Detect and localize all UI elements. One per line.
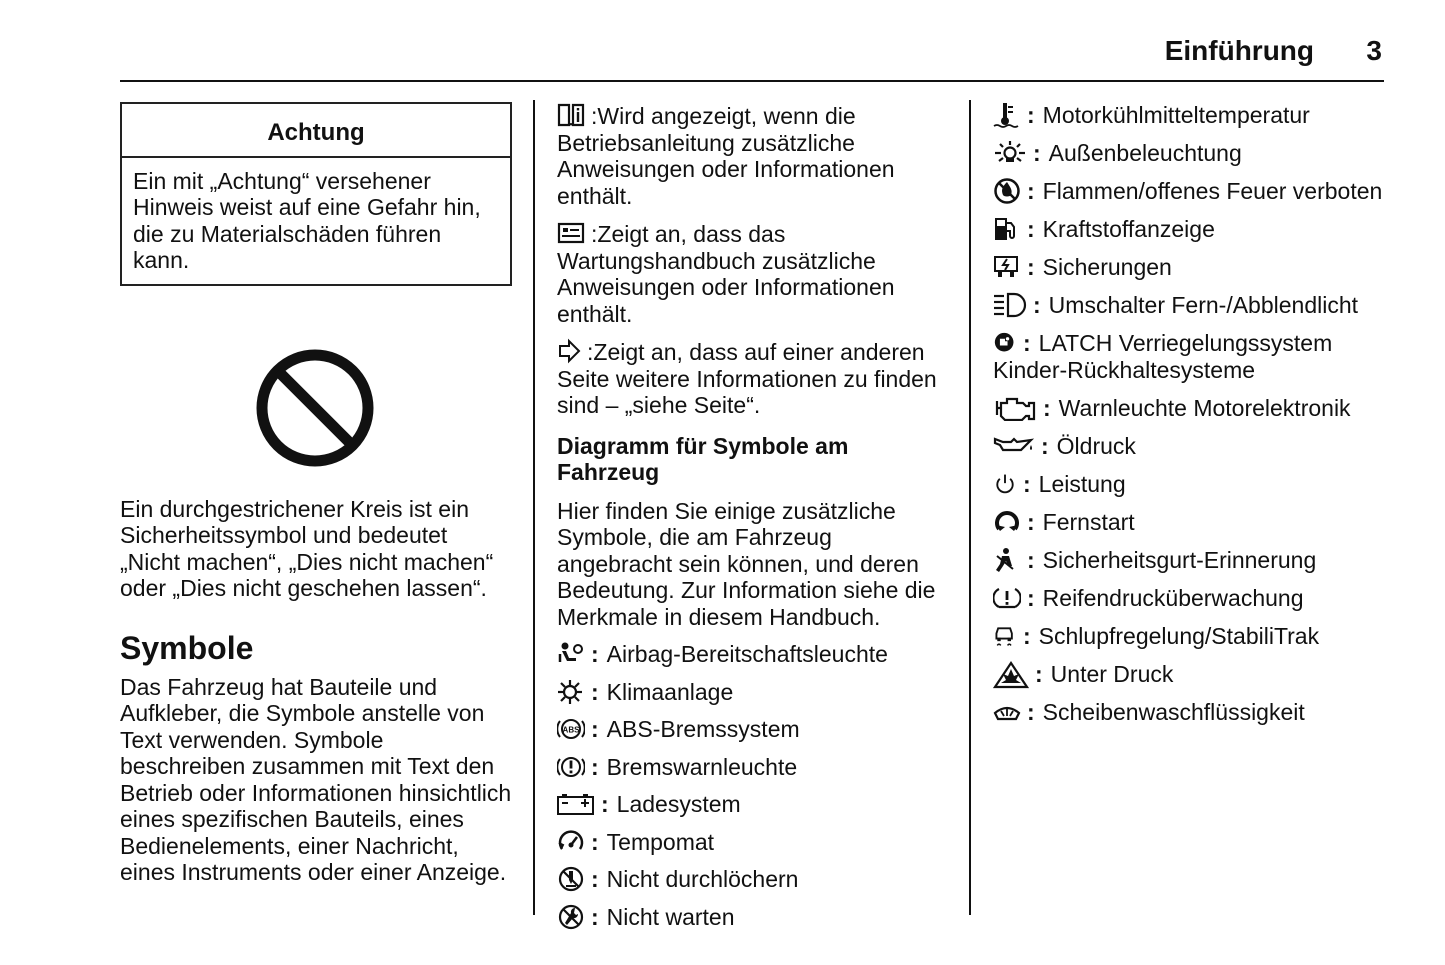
- column-middle: [557, 100, 952, 941]
- power-icon: [993, 471, 1017, 497]
- symbol-label: Ladesystem: [616, 791, 741, 817]
- symbol-item: : Leistung: [993, 471, 1393, 498]
- symbol-item: : Reifendrucküberwachung: [993, 585, 1393, 612]
- cruise-control-icon: [557, 829, 585, 855]
- symbol-label: Unter Druck: [1050, 660, 1174, 687]
- symbol-item: : Kraftstoffanzeige: [993, 216, 1393, 243]
- symbol-label: Nicht warten: [606, 903, 735, 930]
- symbol-label: Kraftstoffanzeige: [1042, 216, 1215, 242]
- coolant-temp-icon: [993, 102, 1021, 128]
- symbol-label: ABS-Bremssystem: [606, 716, 800, 742]
- service-manual-icon: [557, 220, 585, 246]
- symbol-item: : Warnleuchte Motorelektronik: [993, 395, 1393, 422]
- symbol-label: Scheibenwaschflüssigkeit: [1042, 698, 1305, 725]
- symbol-item: : Nicht durchlöchern: [557, 866, 952, 893]
- caution-text: Ein mit „Achtung“ versehener Hinweis weist auf eine Gefahr hin, die zu Materialschäden führen kann.: [133, 167, 481, 273]
- symbol-label: Leistung: [1038, 470, 1126, 497]
- washer-fluid-icon: [993, 699, 1021, 725]
- symbol-label: LATCH Verriegelungssystem Kinder-Rückhaltesysteme: [993, 330, 1333, 383]
- symbol-item: : Bremswarnleuchte: [557, 754, 952, 781]
- symbol-label: Sicherungen: [1042, 254, 1172, 280]
- oil-icon: [993, 433, 1035, 459]
- check-engine-icon: [993, 395, 1037, 421]
- symbol-label: Klimaanlage: [606, 678, 734, 705]
- reference-note-text: Zeigt an, dass auf einer anderen Seite weitere Informationen zu finden sind – „siehe Seite“.: [557, 339, 937, 418]
- symbol-label: Sicherheitsgurt-Erinnerung: [1042, 546, 1317, 573]
- symbol-item: : Außenbeleuchtung: [993, 140, 1393, 167]
- symbol-item: : Sicherungen: [993, 254, 1393, 281]
- high-beam-icon: [993, 292, 1027, 318]
- symbol-label: Nicht durchlöchern: [606, 866, 799, 892]
- symbol-label: Fernstart: [1042, 508, 1135, 535]
- exterior-lamp-icon: [993, 140, 1027, 166]
- symbol-item: : Tempomat: [557, 829, 952, 856]
- symbol-label: Motorkühlmitteltemperatur: [1042, 102, 1310, 128]
- traction-icon: [993, 623, 1017, 649]
- page-number: 3: [1366, 35, 1382, 66]
- remote-start-icon: [993, 509, 1021, 535]
- section-text: Das Fahrzeug hat Bauteile und Aufkleber, die Symbole anstelle von Text verwenden. Symbole beschreiben zusammen mit Text den Betrieb oder Informationen hinsichtlich eines spezifischen Bauteils, eines Bedienelements, einer Nachricht, eines Instruments oder einer Anzeige.: [120, 673, 512, 885]
- chapter-title: Einführung: [1164, 35, 1314, 66]
- symbol-label: Außenbeleuchtung: [1048, 140, 1242, 166]
- prohibition-text: Ein durchgestrichener Kreis ist ein Sicherheitssymbol und bedeutet „Nicht machen“, „Dies nicht machen“ oder „Dies nicht geschehen lassen“.: [120, 495, 494, 601]
- symbol-label: Schlupfregelung/StabiliTrak: [1038, 622, 1320, 649]
- no-service-icon: [557, 904, 585, 930]
- symbol-item: : Umschalter Fern-/Abblendlicht: [993, 292, 1393, 319]
- no-flame-icon: [993, 178, 1021, 204]
- caution-title: Achtung: [122, 104, 510, 158]
- owner-manual-icon: [557, 102, 585, 128]
- prohibition-icon: [255, 348, 375, 468]
- tire-pressure-icon: [993, 585, 1021, 611]
- column-divider: [969, 100, 971, 915]
- section-heading: Symbole: [120, 629, 254, 666]
- symbol-item: : Flammen/offenes Feuer verboten: [993, 178, 1393, 205]
- symbol-item: : Unter Druck: [993, 661, 1393, 688]
- symbol-item: : Klimaanlage: [557, 679, 952, 706]
- symbol-label: Öldruck: [1056, 432, 1136, 459]
- page-header: [120, 30, 1384, 82]
- column-divider: [533, 100, 535, 915]
- symbol-label: Warnleuchte Motorelektronik: [1058, 394, 1351, 421]
- column-left: [120, 100, 512, 886]
- symbol-label: Reifendrucküberwachung: [1042, 584, 1304, 611]
- symbol-item: : Sicherheitsgurt-Erinnerung: [993, 547, 1393, 574]
- reference-note: :Zeigt an, dass auf einer anderen Seite weitere Informationen zu finden sind – „siehe Seite“.: [557, 339, 937, 418]
- service-note-text: Zeigt an, dass das Wartungshandbuch zusätzliche Anweisungen oder Informationen enthält.: [557, 221, 895, 327]
- symbol-label: Flammen/offenes Feuer verboten: [1042, 178, 1383, 204]
- fuse-icon: [993, 254, 1021, 280]
- symbol-label: Tempomat: [606, 828, 715, 855]
- diagram-text: Hier finden Sie einige zusätzliche Symbole, die am Fahrzeug angebracht sein können, und deren Bedeutung. Zur Information siehe die Merkmale in diesem Handbuch.: [557, 497, 936, 630]
- manual-note-text: Wird angezeigt, wenn die Betriebsanleitung zusätzliche Anweisungen oder Informationen enthält.: [557, 103, 895, 209]
- climate-icon: [557, 679, 585, 705]
- symbol-label: Umschalter Fern-/Abblendlicht: [1048, 292, 1359, 318]
- under-pressure-icon: [993, 661, 1029, 687]
- battery-icon: [557, 791, 595, 817]
- abs-icon: [557, 716, 585, 742]
- symbol-item: : Ladesystem: [557, 791, 952, 818]
- seatbelt-icon: [993, 547, 1021, 573]
- caution-box: [120, 102, 512, 286]
- symbol-label: Airbag-Bereitschaftsleuchte: [606, 641, 888, 667]
- symbol-item: : LATCH Verriegelungssystem Kinder-Rückhaltesysteme: [993, 330, 1333, 383]
- diagram-heading: Diagramm für Symbole am Fahrzeug: [557, 432, 849, 485]
- symbol-item: : Motorkühlmitteltemperatur: [993, 102, 1393, 129]
- symbol-item: : Schlupfregelung/StabiliTrak: [993, 623, 1393, 650]
- latch-icon: [993, 332, 1017, 354]
- service-note: :Zeigt an, dass das Wartungshandbuch zusätzliche Anweisungen oder Informationen enthält.: [557, 221, 895, 327]
- symbol-item: : Scheibenwaschflüssigkeit: [993, 699, 1393, 726]
- fuel-icon: [993, 216, 1021, 242]
- brake-warning-icon: [557, 754, 585, 780]
- symbol-item: : Fernstart: [993, 509, 1393, 536]
- symbol-item: ABS : ABS-Bremssystem: [557, 716, 952, 743]
- arrow-reference-icon: [557, 338, 585, 364]
- manual-note: :Wird angezeigt, wenn die Betriebsanleitung zusätzliche Anweisungen oder Informationen enthält.: [557, 103, 895, 209]
- symbol-item: : Airbag-Bereitschaftsleuchte: [557, 641, 952, 668]
- symbol-item: : Nicht warten: [557, 904, 952, 931]
- airbag-icon: [557, 641, 585, 667]
- symbol-label: Bremswarnleuchte: [606, 753, 798, 780]
- svg-text:ABS: ABS: [562, 725, 580, 735]
- no-drill-icon: [557, 866, 585, 892]
- symbol-item: : Öldruck: [993, 433, 1393, 460]
- column-right: [993, 100, 1393, 737]
